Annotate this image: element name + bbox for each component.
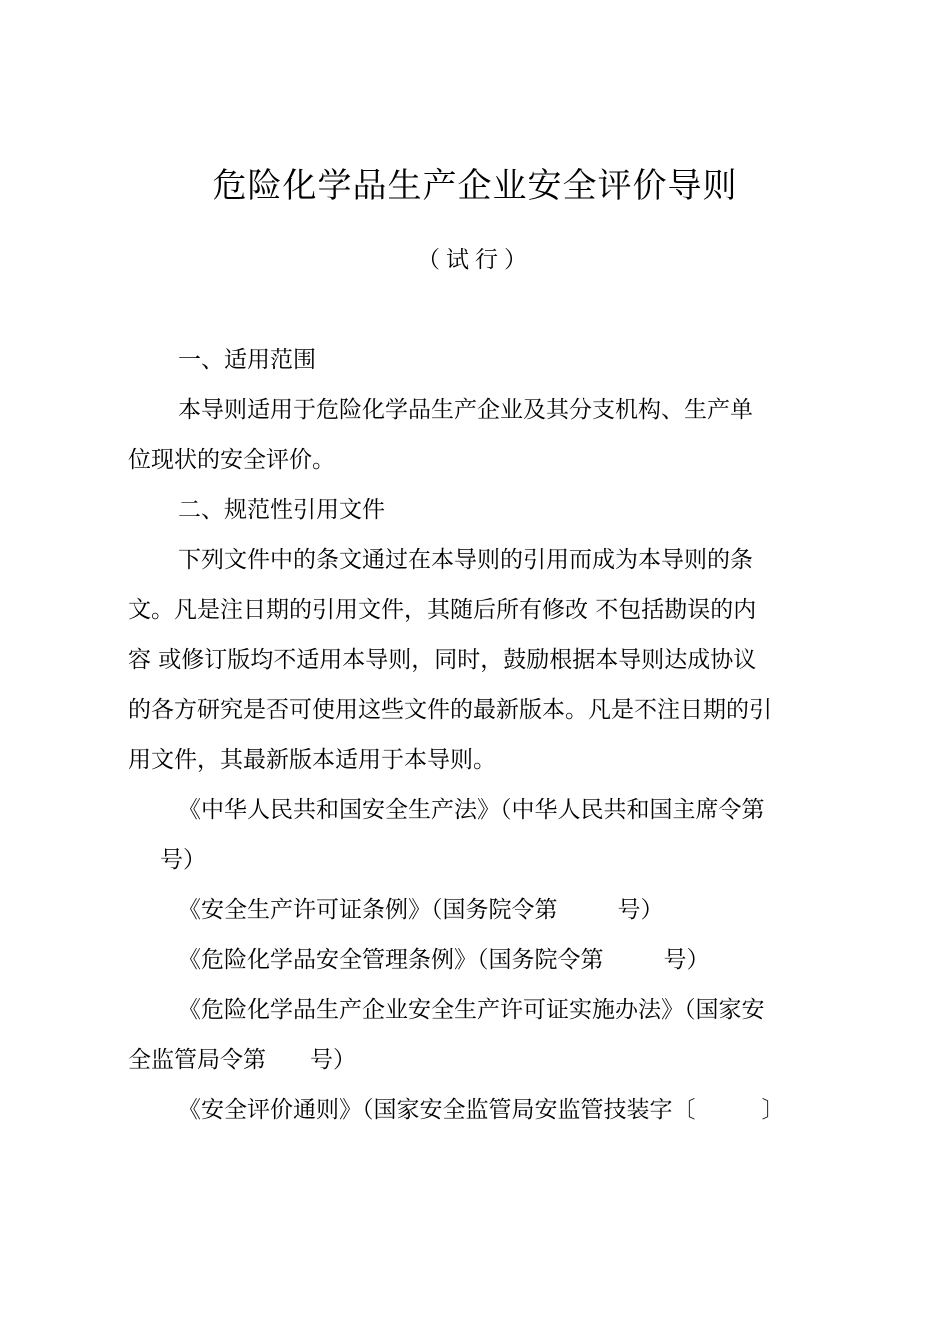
paragraph-references-line-2: 文。凡是注日期的引用文件，其随后所有修改 不包括勘误的内: [128, 597, 757, 623]
reference-text: 全监管局令第: [128, 1047, 266, 1073]
section-heading-references: 二、规范性引用文件: [178, 497, 385, 523]
reference-number-suffix: 号）: [310, 1047, 356, 1073]
reference-item-hazmat-regulation: [178, 941, 710, 979]
reference-text: 《安全评价通则》（国家安全监管局安监管技装字〔: [178, 1097, 696, 1123]
paragraph-scope-line-1: 本导则适用于危险化学品生产企业及其分支机构、生产单: [178, 397, 753, 423]
reference-item-license-regulation: [178, 891, 664, 929]
paragraph-references-line-3: 容 或修订版均不适用本导则，同时，鼓励根据本导则达成协议: [128, 647, 757, 673]
reference-item-safety-law: 《中华人民共和国安全生产法》（中华人民共和国主席令第: [178, 797, 765, 823]
reference-bracket-close: 〕: [761, 1097, 785, 1123]
paragraph-references-line-4: 的各方研究是否可使用这些文件的最新版本。凡是不注日期的引: [128, 697, 772, 723]
document-title: 危险化学品生产企业安全评价导则: [212, 166, 738, 206]
reference-text: 《危险化学品安全管理条例》（国务院令第: [178, 947, 604, 973]
reference-item-implementation-measures-cont: [128, 1041, 356, 1079]
paragraph-references-line-1: 下列文件中的条文通过在本导则的引用而成为本导则的条: [178, 547, 753, 573]
reference-item-general-rules: [178, 1091, 785, 1129]
paragraph-scope-line-2: 位现状的安全评价。: [128, 447, 335, 473]
document-subtitle: （试行）: [417, 247, 533, 273]
reference-item-implementation-measures: 《危险化学品生产企业安全生产许可证实施办法》（国家安: [178, 997, 765, 1023]
reference-number-suffix: 号）: [617, 897, 664, 923]
reference-item-safety-law-cont: 号）: [160, 847, 206, 873]
paragraph-references-line-5: 用文件，其最新版本适用于本导则。: [128, 747, 496, 773]
reference-number-suffix: 号）: [663, 947, 710, 973]
reference-text: 《安全生产许可证条例》（国务院令第: [178, 897, 558, 923]
section-heading-scope: 一、适用范围: [178, 347, 316, 373]
